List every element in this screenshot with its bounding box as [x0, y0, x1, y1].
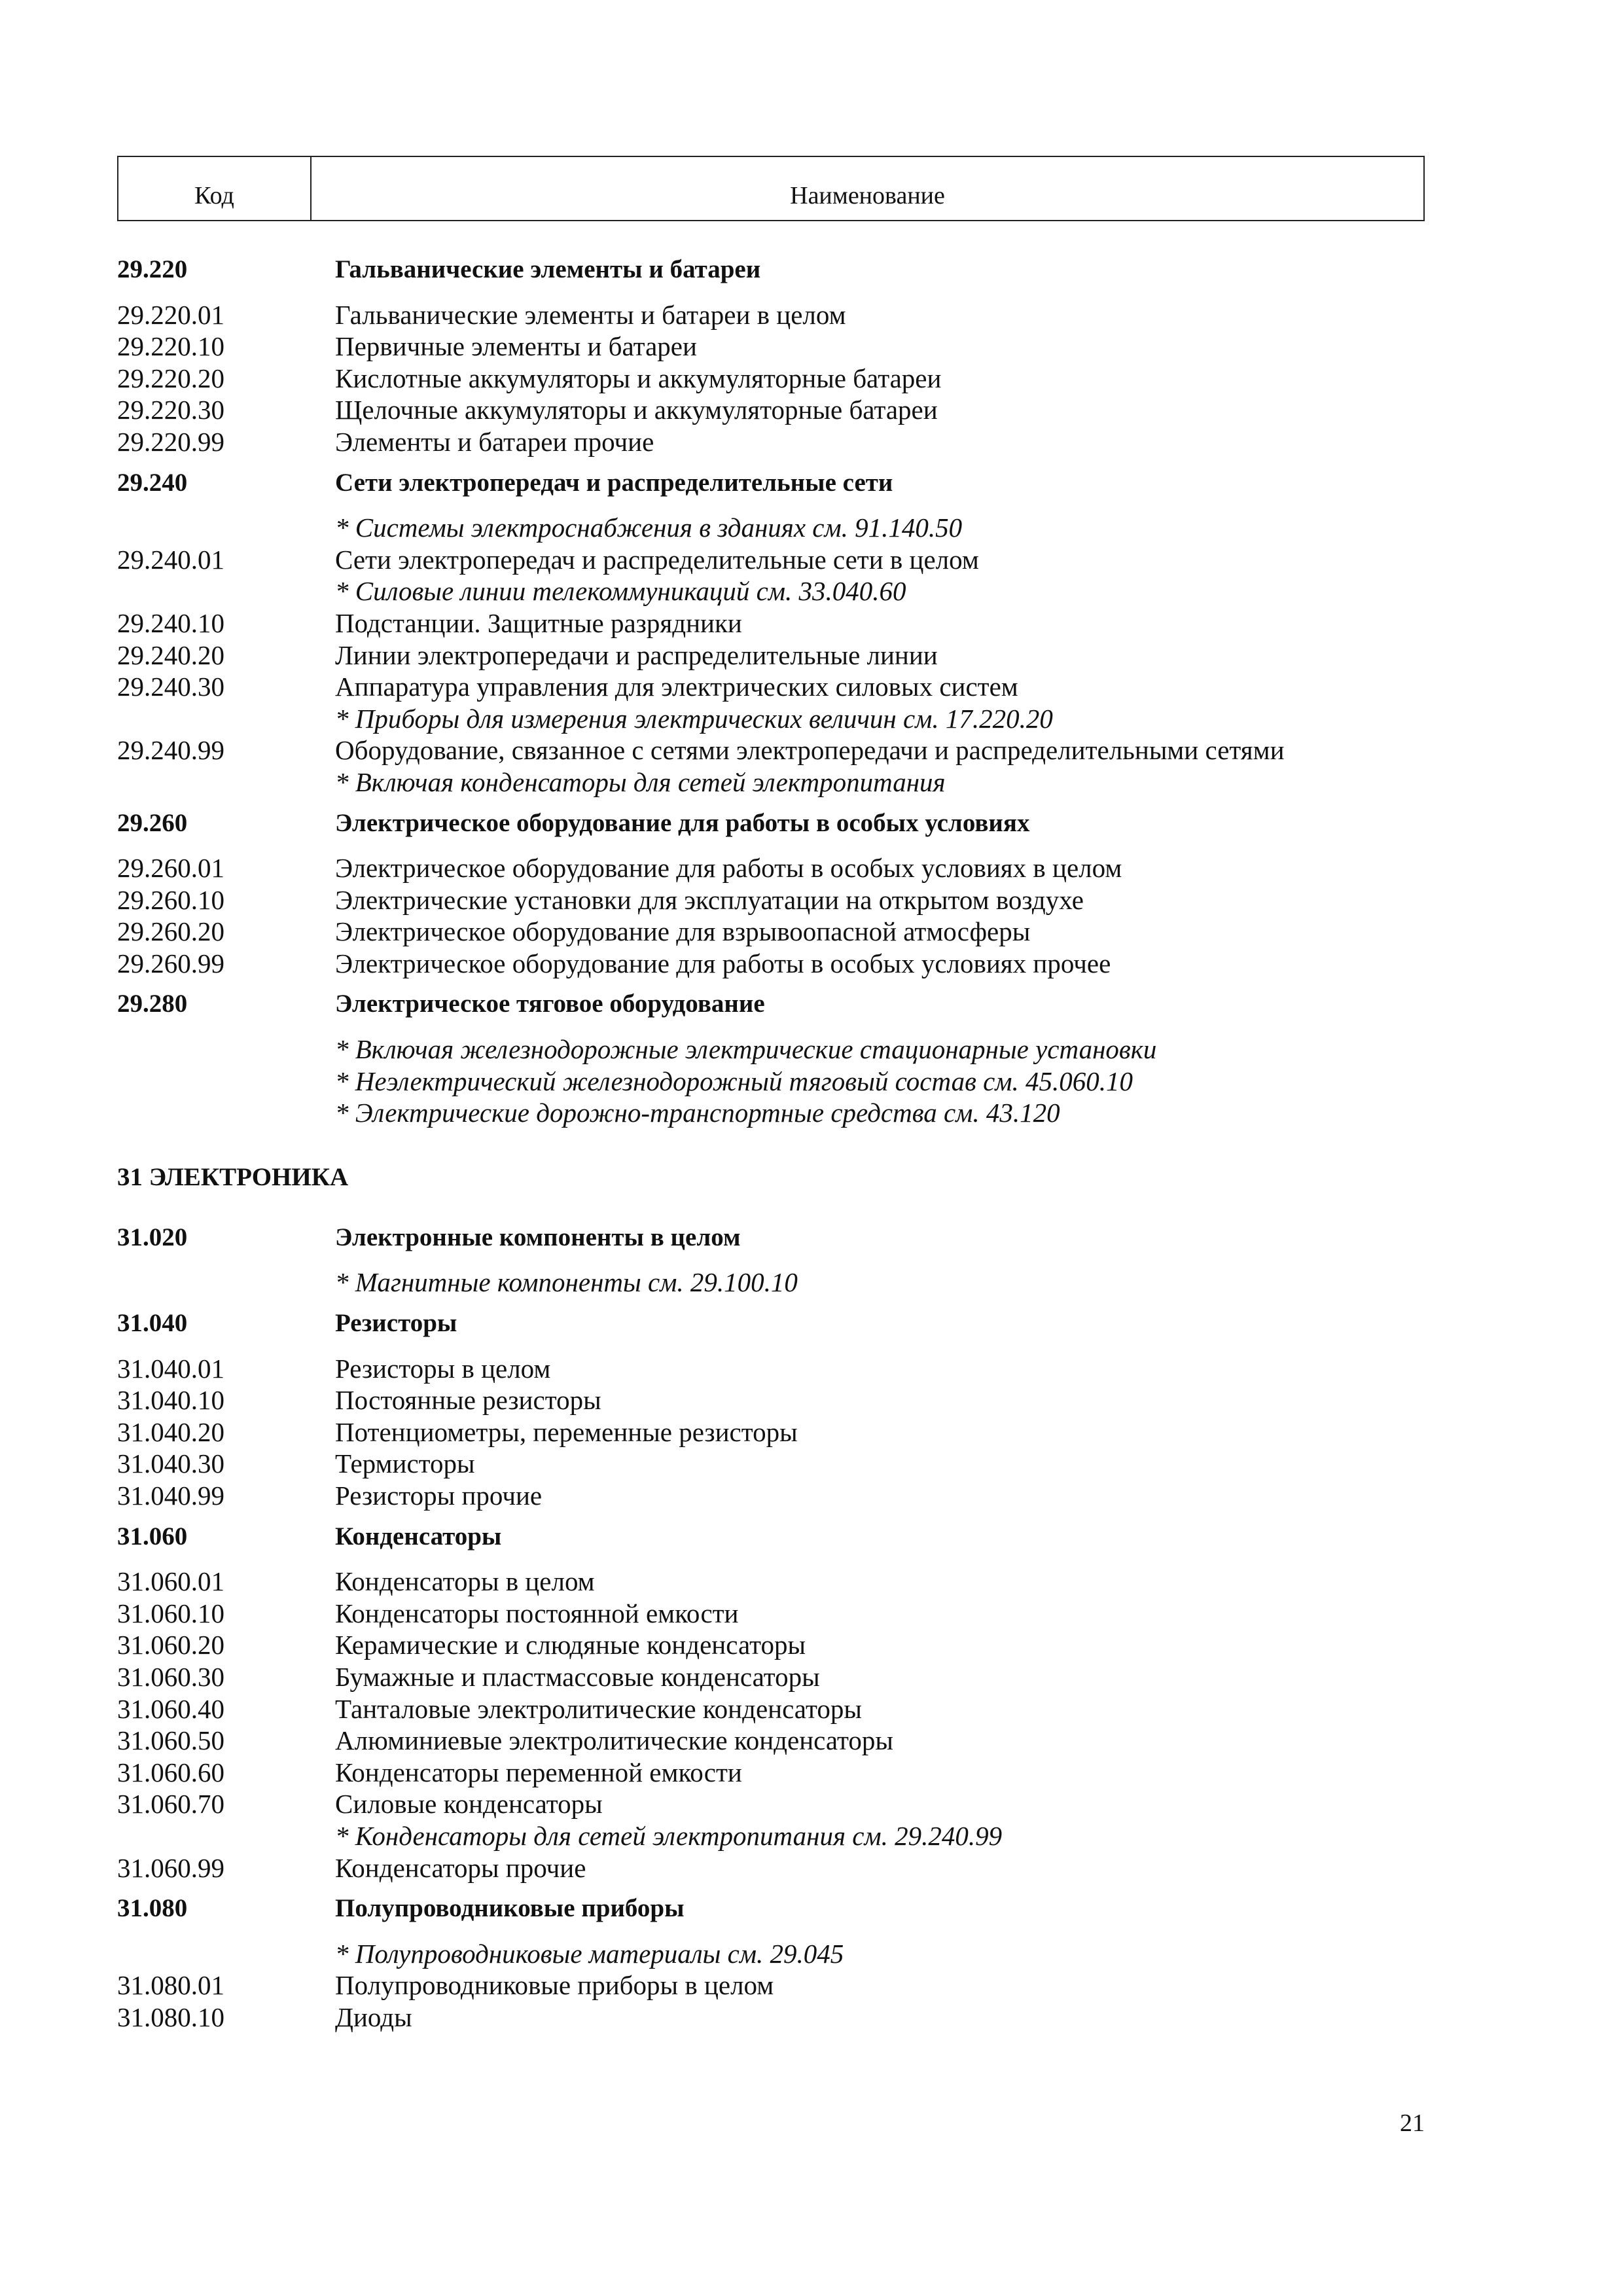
row-code: 31.040.01 [117, 1353, 224, 1384]
row-name: Аппаратура управления для электрических силовых систем [335, 672, 1018, 702]
cross-reference-note [117, 1266, 1433, 1299]
row-name: Электрическое оборудование для работы в особых условиях прочее [335, 948, 1111, 978]
row-name: Конденсаторы в целом [335, 1566, 595, 1597]
row-code: 29.240.99 [117, 735, 224, 766]
row-code: 29.240.10 [117, 607, 224, 638]
row-code: 29.220.01 [117, 299, 224, 330]
classification-row [117, 1448, 1433, 1480]
row-code: 31.060 [117, 1522, 188, 1551]
cross-reference-note [117, 1066, 1433, 1098]
row-code: 31.060.70 [117, 1789, 224, 1820]
row-name: Полупроводниковые приборы [335, 1894, 685, 1923]
row-code [117, 1033, 335, 1066]
row-name: Элементы и батареи прочие [335, 426, 654, 457]
row-code: 29.220.30 [117, 395, 224, 425]
classification-row [117, 363, 1433, 395]
row-code: 31.060.01 [117, 1566, 224, 1597]
row-code: 29.260 [117, 808, 188, 837]
row-name: Первичные элементы и батареи [335, 331, 697, 362]
row-code: 31.060.20 [117, 1630, 224, 1660]
group-heading [117, 1222, 1433, 1254]
classification-row [117, 299, 1433, 331]
row-code: 29.260.10 [117, 884, 224, 915]
row-name: Гальванические элементы и батареи в целом [335, 299, 846, 330]
row-name: Электрическое оборудование для работы в особых условиях [335, 808, 1030, 837]
row-name: * Включая железнодорожные электрические стационарные установки [335, 1034, 1157, 1065]
row-code: 29.240 [117, 468, 188, 497]
classification-row [117, 1661, 1433, 1693]
row-code [117, 575, 335, 607]
group-heading [117, 808, 1433, 840]
cross-reference-note [117, 1097, 1433, 1129]
classification-row [117, 852, 1433, 884]
classification-row [117, 734, 1433, 766]
row-name: * Полупроводниковые материалы см. 29.045 [335, 1938, 844, 1969]
classification-row [117, 1384, 1433, 1416]
row-code: 31.040 [117, 1309, 188, 1338]
row-name: Оборудование, связанное с сетями электропередачи и распределительными сетями [335, 735, 1285, 766]
row-name: Электронные компоненты в целом [335, 1223, 741, 1251]
row-name: Кислотные аккумуляторы и аккумуляторные батареи [335, 363, 942, 393]
row-name: * Магнитные компоненты см. 29.100.10 [335, 1267, 798, 1298]
row-code: 29.280 [117, 990, 188, 1018]
row-name: Электрическое оборудование для взрывоопасной атмосферы [335, 916, 1031, 947]
classification-row [117, 639, 1433, 672]
row-name: Конденсаторы [335, 1522, 502, 1551]
classification-row [117, 607, 1433, 639]
row-code: 31.060.50 [117, 1725, 224, 1756]
row-name: Подстанции. Защитные разрядники [335, 607, 742, 638]
row-name: Резисторы прочие [335, 1480, 543, 1511]
classification-list [117, 254, 1433, 2034]
row-code: 31.060.60 [117, 1757, 224, 1787]
row-name: Потенциометры, переменные резисторы [335, 1416, 798, 1447]
classification-row [117, 1757, 1433, 1789]
row-name: * Конденсаторы для сетей электропитания см. 29.240.99 [335, 1820, 1003, 1851]
row-name: Сети электропередач и распределительные сети в целом [335, 544, 979, 575]
row-code: 31.060.99 [117, 1852, 224, 1883]
classification-row [117, 916, 1433, 948]
classification-row [117, 948, 1433, 980]
group-heading [117, 1521, 1433, 1553]
row-name: Резисторы в целом [335, 1353, 551, 1384]
row-name: Линии электропередачи и распределительные линии [335, 639, 938, 670]
row-name: Резисторы [335, 1309, 457, 1338]
row-code: 31.060.30 [117, 1661, 224, 1692]
row-code: 29.220.10 [117, 331, 224, 362]
row-code: 29.240.01 [117, 544, 224, 575]
classification-row [117, 1566, 1433, 1598]
header-table [117, 156, 1425, 221]
row-code [117, 766, 335, 798]
row-name: Электрическое тяговое оборудование [335, 990, 765, 1018]
classification-row [117, 1852, 1433, 1884]
row-name: Бумажные и пластмассовые конденсаторы [335, 1661, 820, 1692]
row-code: 31.080.01 [117, 1970, 224, 2001]
row-code: 31.080.10 [117, 2001, 224, 2032]
row-code: 29.260.01 [117, 853, 224, 884]
row-name: Электрические установки для эксплуатации на открытом воздухе [335, 884, 1084, 915]
cross-reference-note [117, 703, 1433, 735]
row-name: * Системы электроснабжения в зданиях см. 91.140.50 [335, 512, 963, 543]
row-name: Щелочные аккумуляторы и аккумуляторные батареи [335, 395, 938, 425]
cross-reference-note [117, 1033, 1433, 1066]
row-code: 31.040.30 [117, 1448, 224, 1479]
classification-row [117, 426, 1433, 458]
row-name: Электрическое оборудование для работы в особых условиях в целом [335, 853, 1122, 884]
row-name: Алюминиевые электролитические конденсаторы [335, 1725, 893, 1756]
row-code: 31.060.40 [117, 1693, 224, 1724]
classification-row [117, 1629, 1433, 1661]
classification-row [117, 1416, 1433, 1448]
classification-row [117, 1353, 1433, 1385]
section-heading [117, 1162, 1433, 1193]
row-code [117, 703, 335, 735]
classification-row [117, 1788, 1433, 1820]
row-name: Гальванические элементы и батареи [335, 255, 761, 283]
row-name: Конденсаторы переменной емкости [335, 1757, 742, 1787]
header-code-cell: Код [118, 157, 312, 220]
cross-reference-note [117, 766, 1433, 798]
row-name: Керамические и слюдяные конденсаторы [335, 1630, 806, 1660]
row-code: 31.020 [117, 1223, 188, 1251]
row-code [117, 1820, 335, 1852]
page-number: 21 [1400, 2109, 1425, 2137]
row-code [117, 1938, 335, 1970]
row-code: 31.060.10 [117, 1598, 224, 1628]
classification-row [117, 1725, 1433, 1757]
group-heading [117, 467, 1433, 499]
row-code: 29.240.20 [117, 639, 224, 670]
row-code: 29.220 [117, 255, 188, 283]
row-name: * Силовые линии телекоммуникаций см. 33.040.60 [335, 576, 906, 607]
row-code: 29.240.30 [117, 672, 224, 702]
row-name: Сети электропередач и распределительные сети [335, 468, 893, 497]
row-code: 29.220.20 [117, 363, 224, 393]
classification-row [117, 2001, 1433, 2034]
group-heading [117, 1893, 1433, 1925]
cross-reference-note [117, 1938, 1433, 1970]
row-code [117, 1097, 335, 1129]
row-code: 29.220.99 [117, 426, 224, 457]
row-code: 31.040.99 [117, 1480, 224, 1511]
row-name: Конденсаторы прочие [335, 1852, 586, 1883]
group-heading [117, 254, 1433, 286]
classification-row [117, 394, 1433, 426]
row-code: 31.040.20 [117, 1416, 224, 1447]
row-name: Полупроводниковые приборы в целом [335, 1970, 774, 2001]
row-name: Постоянные резисторы [335, 1385, 601, 1416]
row-name: Силовые конденсаторы [335, 1789, 603, 1820]
row-code: 29.260.99 [117, 948, 224, 978]
row-name: Диоды [335, 2001, 412, 2032]
row-code: 31.040.10 [117, 1385, 224, 1416]
cross-reference-note [117, 512, 1433, 544]
classification-row [117, 1693, 1433, 1725]
classification-row [117, 331, 1433, 363]
row-code: 29.260.20 [117, 916, 224, 947]
row-code [117, 512, 335, 544]
section-title: 31 ЭЛЕКТРОНИКА [117, 1162, 349, 1191]
classification-row [117, 1969, 1433, 2001]
cross-reference-note [117, 1820, 1433, 1852]
row-name: * Электрические дорожно-транспортные средства см. 43.120 [335, 1098, 1060, 1128]
classification-row [117, 1598, 1433, 1630]
cross-reference-note [117, 575, 1433, 607]
row-name: Термисторы [335, 1448, 475, 1479]
group-heading [117, 1308, 1433, 1340]
row-name: Танталовые электролитические конденсаторы [335, 1693, 862, 1724]
row-code: 31.080 [117, 1894, 188, 1923]
row-code [117, 1266, 335, 1299]
row-name: * Включая конденсаторы для сетей электропитания [335, 766, 946, 797]
header-name-cell: Наименование [790, 182, 945, 209]
classification-row [117, 884, 1433, 916]
classification-row [117, 671, 1433, 703]
row-name: Конденсаторы постоянной емкости [335, 1598, 739, 1628]
row-name: * Неэлектрический железнодорожный тяговый состав см. 45.060.10 [335, 1066, 1133, 1096]
classification-row [117, 1480, 1433, 1512]
row-name: * Приборы для измерения электрических величин см. 17.220.20 [335, 703, 1053, 734]
row-code [117, 1066, 335, 1098]
group-heading [117, 988, 1433, 1020]
classification-row [117, 544, 1433, 576]
